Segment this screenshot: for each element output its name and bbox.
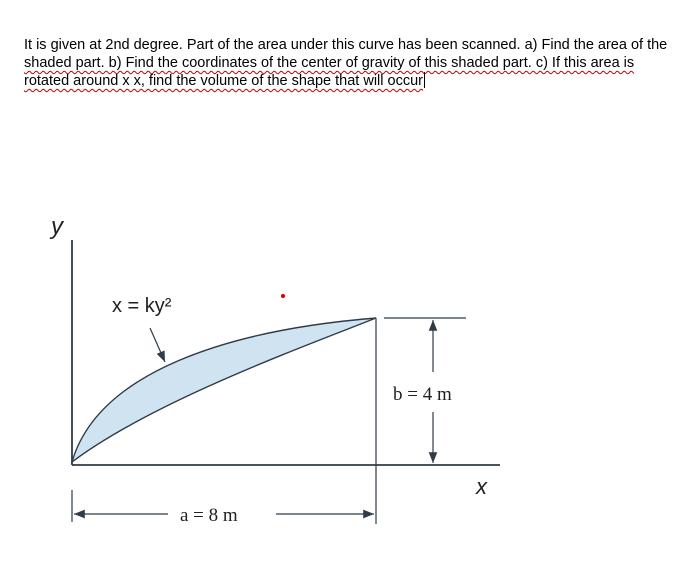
marker-dot [281,294,285,298]
question-line-1: It is given at 2nd degree. Part of the area under this curve has been scanned. a) Find the area of the [24,37,668,53]
a-dimension-label: a = 8 m [180,505,238,526]
question-line-3-text: rotated around x x, find the volume of the shape that will occur [24,73,423,89]
curve-equation-label: x = ky² [112,295,172,317]
x-axis-label: x [476,474,487,499]
equation-leader-arrow [150,328,165,362]
question-line-2: shaded part. b) Find the coordinates of the center of gravity of this shaded part. c) If this area is [24,55,635,71]
shaded-region [72,318,376,462]
y-axis-label: y [51,213,63,240]
b-dimension-label: b = 4 m [393,384,452,405]
